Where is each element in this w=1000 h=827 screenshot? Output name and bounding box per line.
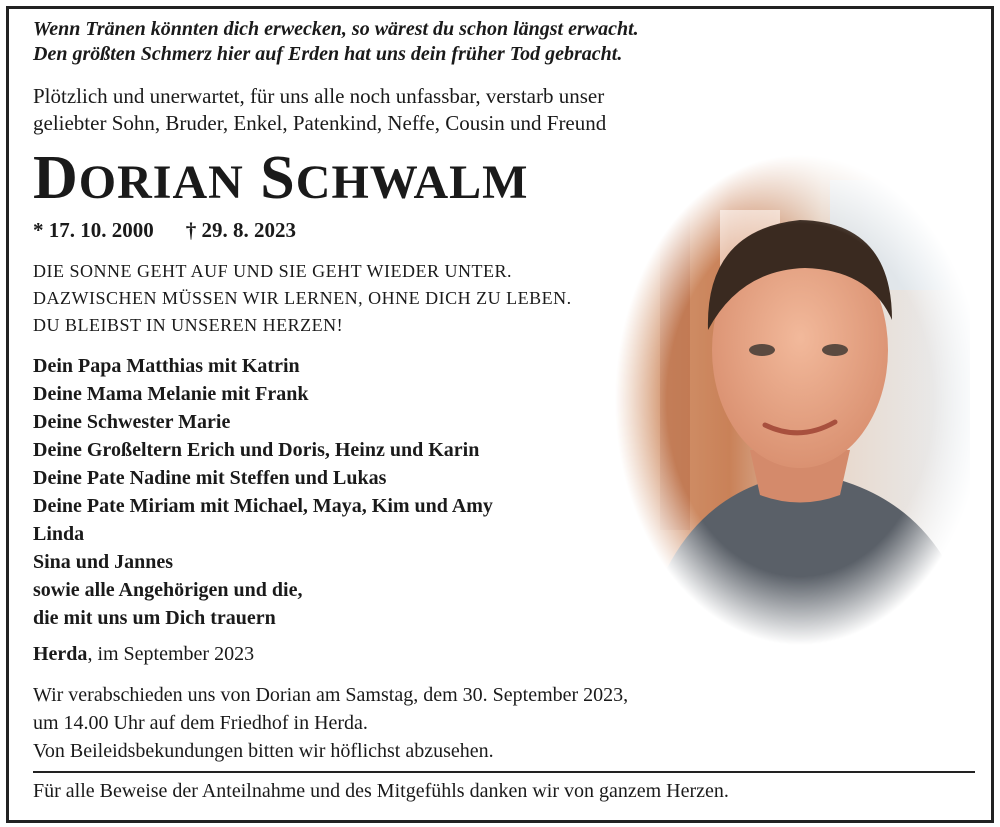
name-part: ORIAN bbox=[78, 156, 244, 209]
mourner-line: die mit uns um Dich trauern bbox=[33, 607, 276, 629]
intro-line: geliebter Sohn, Bruder, Enkel, Patenkind, Neffe, Cousin und Freund bbox=[33, 111, 607, 135]
mourner-line: Sina und Jannes bbox=[33, 551, 174, 573]
life-dates bbox=[33, 218, 296, 243]
name-initial: D bbox=[33, 144, 79, 212]
mourner-line: Deine Großeltern Erich und Doris, Heinz und Karin bbox=[33, 439, 480, 461]
mourner-line: Deine Schwester Marie bbox=[33, 411, 231, 433]
birth-date: * 17. 10. 2000 bbox=[33, 218, 154, 242]
place-town: Herda bbox=[33, 643, 88, 665]
thanks-note: Für alle Beweise der Anteilnahme und des Mitgefühls danken wir von ganzem Herzen. bbox=[33, 780, 729, 802]
funeral-line: Wir verabschieden uns von Dorian am Samstag, dem 30. September 2023, bbox=[33, 684, 629, 706]
verse-line: DIE SONNE GEHT AUF UND SIE GEHT WIEDER UNTER. bbox=[33, 261, 512, 281]
mourner-line: Deine Pate Nadine mit Steffen und Lukas bbox=[33, 467, 387, 489]
motto bbox=[33, 17, 639, 67]
name-part: CHWALM bbox=[295, 156, 529, 209]
funeral-info bbox=[33, 681, 628, 737]
condolence-note: Von Beileidsbekundungen bitten wir höflichst abzusehen. bbox=[33, 740, 494, 762]
place-date-text: , im September 2023 bbox=[87, 643, 255, 665]
mourner-line: sowie alle Angehörigen und die, bbox=[33, 579, 303, 601]
intro-line: Plötzlich und unerwartet, für uns alle noch unfassbar, verstarb unser bbox=[33, 84, 605, 108]
death-date: † 29. 8. 2023 bbox=[185, 218, 296, 242]
memorial-verse bbox=[33, 258, 572, 339]
mourner-line: Linda bbox=[33, 523, 85, 545]
verse-line: DAZWISCHEN MÜSSEN WIR LERNEN, OHNE DICH ZU LEBEN. bbox=[33, 288, 572, 308]
motto-line: Den größten Schmerz hier auf Erden hat uns dein früher Tod gebracht. bbox=[33, 43, 623, 65]
portrait-photo bbox=[600, 150, 970, 645]
mourners-list bbox=[33, 352, 493, 632]
mourner-line: Dein Papa Matthias mit Katrin bbox=[33, 355, 300, 377]
place-date bbox=[33, 643, 254, 666]
divider bbox=[33, 771, 975, 773]
deceased-name bbox=[33, 143, 528, 218]
verse-line: DU BLEIBST IN UNSEREN HERZEN! bbox=[33, 315, 344, 335]
name-initial: S bbox=[260, 144, 296, 212]
intro-text bbox=[33, 83, 606, 137]
motto-line: Wenn Tränen könnten dich erwecken, so wärest du schon längst erwacht. bbox=[33, 18, 639, 40]
mourner-line: Deine Pate Miriam mit Michael, Maya, Kim und Amy bbox=[33, 495, 493, 517]
mourner-line: Deine Mama Melanie mit Frank bbox=[33, 383, 309, 405]
funeral-line: um 14.00 Uhr auf dem Friedhof in Herda. bbox=[33, 712, 368, 734]
